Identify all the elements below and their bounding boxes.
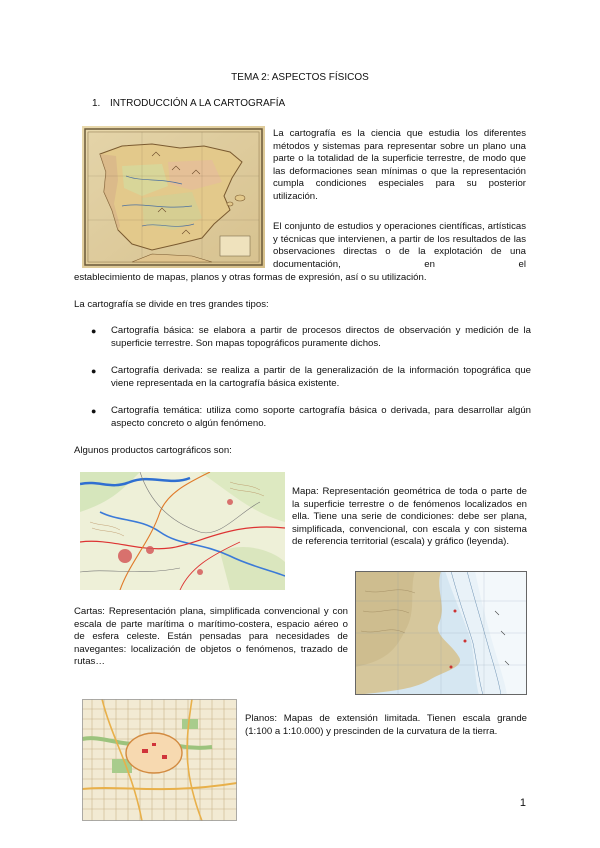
types-intro: La cartografía se divide en tres grandes tipos:	[74, 299, 269, 310]
list-item-cartografia-derivada	[91, 365, 531, 390]
document-title: TEMA 2: ASPECTOS FÍSICOS	[231, 72, 369, 83]
list-item-text: Cartografía temática: utiliza como soporte cartografía básica o derivada, para desarrollar algún aspecto concreto o algún fenómeno.	[111, 405, 531, 429]
bullet-icon: ●	[91, 406, 97, 416]
operations-paragraph-first-part: El conjunto de estudios y operaciones científicas, artísticas y técnicas que intervienen, a partir de los resultados de las observaciones directas o de la explotación de una documentación, en el	[273, 221, 526, 270]
list-item-text: Cartografía básica: se elabora a partir de procesos directos de observación y medición de la superficie terrestre. Son mapas topográficos puramente dichos.	[111, 325, 531, 349]
bullet-icon: ●	[91, 366, 97, 376]
bullet-icon: ●	[91, 326, 97, 336]
section-number: 1.	[92, 98, 101, 109]
definition-paragraph: La cartografía es la ciencia que estudia los diferentes métodos y sistemas para representar sobre un plano una parte o la totalidad de la superficie terrestre, de modo que las deformaciones sean mínimas o que la representación cumpla condiciones especiales para su posterior utilización.	[273, 128, 526, 202]
city-plan-image	[82, 699, 237, 821]
planos-description: Planos: Mapas de extensión limitada. Tienen escala grande (1:100 a 1:10.000) y prescinden de la curvatura de la tierra.	[245, 713, 527, 737]
list-item-cartografia-basica	[91, 325, 531, 350]
topographic-map-image	[80, 472, 285, 590]
mapa-description: Mapa: Representación geométrica de toda o parte de la superficie terrestre o de fenómenos localizados en ella. Tiene una serie de condiciones: debe ser plana, simplificada, convencional, con escala y con sistema de referencia territorial (escala) y gráfico (leyenda).	[292, 486, 527, 548]
cartas-description: Cartas: Representación plana, simplificada convencional y con escala de parte marítima o marítimo-costera, espacio aéreo o de esfera celeste. Están pensadas para necesidades de navegantes: localización de objetos o fenómenos, trazado de rutas…	[74, 606, 348, 668]
nautical-chart-image	[355, 571, 527, 695]
page-number: 1	[519, 797, 526, 809]
list-item-text: Cartografía derivada: se realiza a partir de la generalización de la información topográfica que viene representada en la cartografía básica existente.	[111, 365, 531, 389]
section-heading	[92, 98, 285, 109]
spain-historic-map-image	[82, 126, 265, 268]
operations-paragraph-continuation: establecimiento de mapas, planos y otras formas de expresión, así o su utilización.	[74, 272, 427, 283]
products-intro: Algunos productos cartográficos son:	[74, 445, 232, 456]
list-item-cartografia-tematica	[91, 405, 531, 430]
section-title: INTRODUCCIÓN A LA CARTOGRAFÍA	[110, 98, 286, 109]
